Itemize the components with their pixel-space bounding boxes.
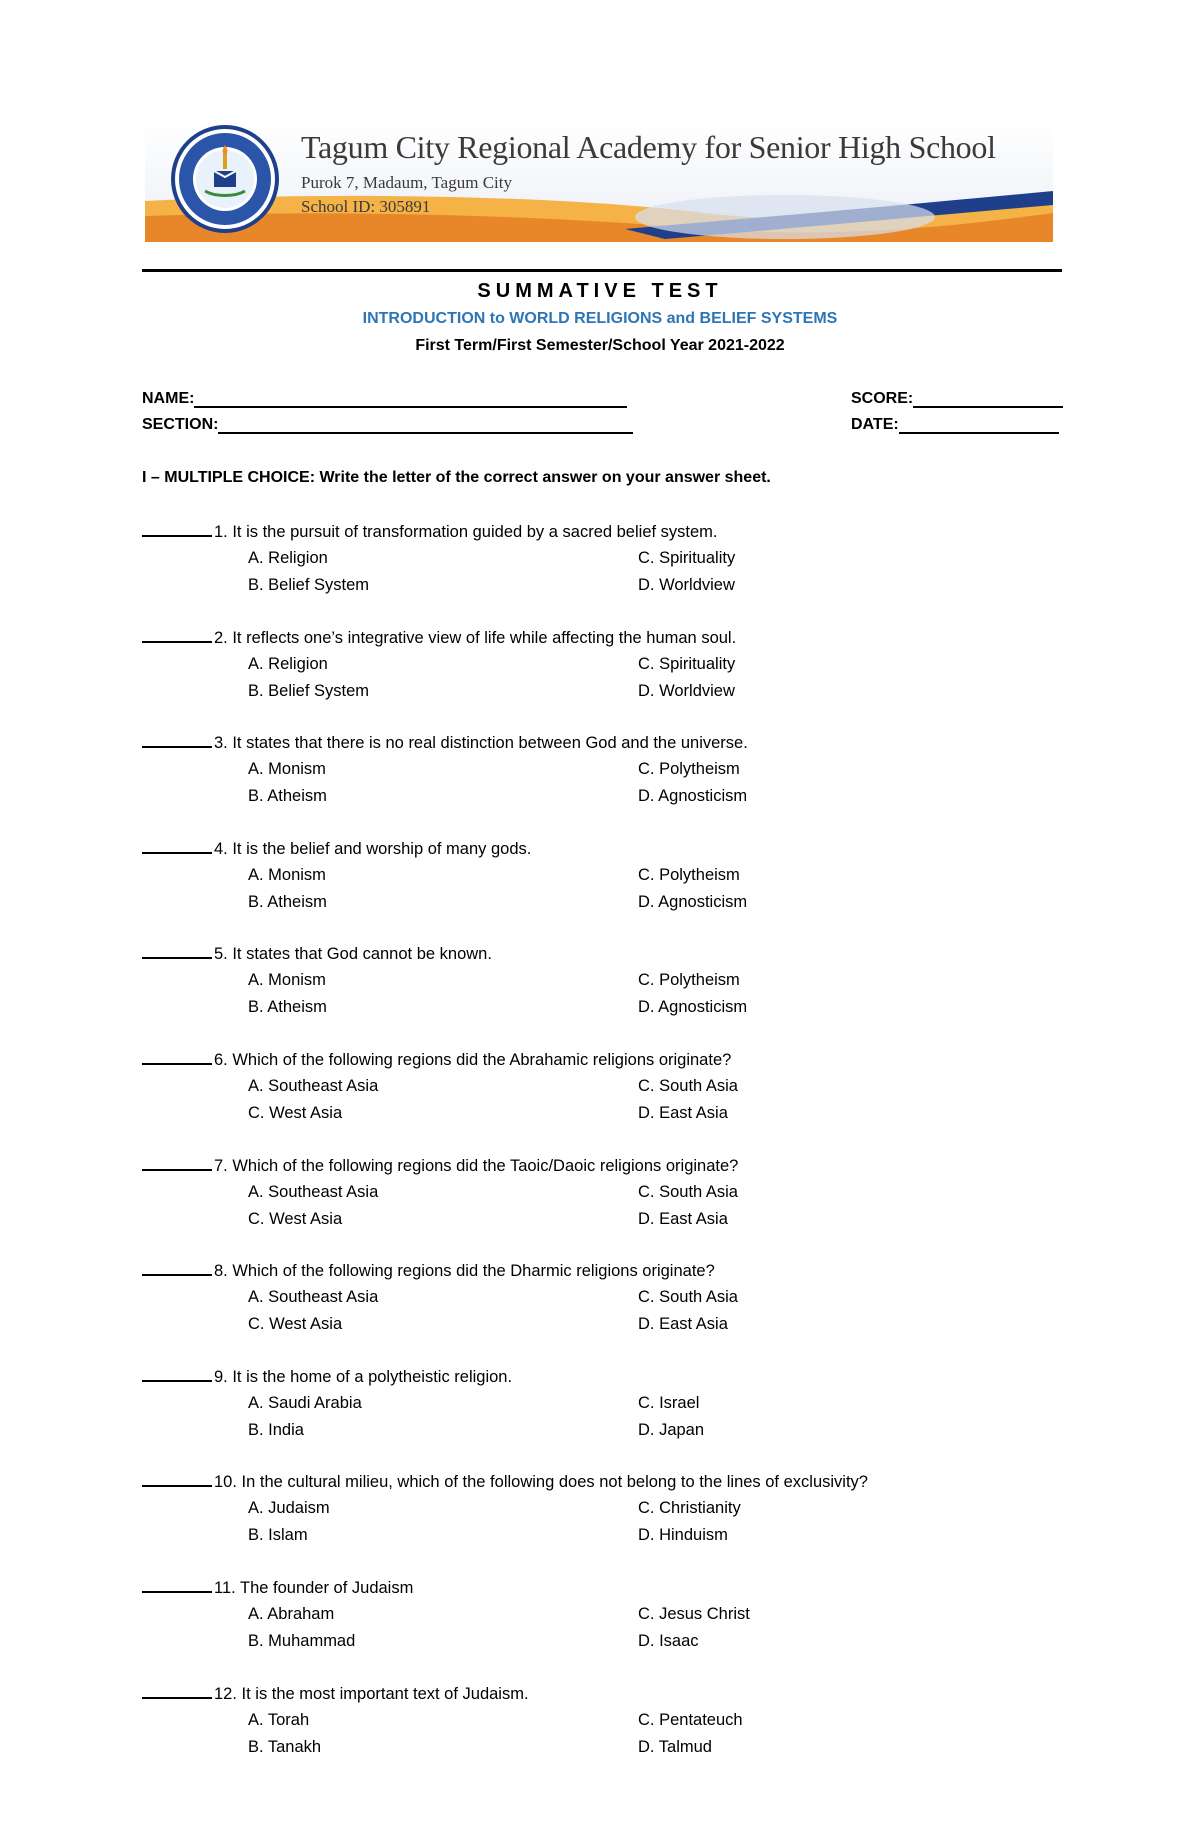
section-field[interactable] [142,416,633,434]
answer-blank[interactable] [142,838,212,854]
choice-group [142,1495,1082,1549]
question-item [142,1681,1082,1761]
question-text: 2. It reflects one’s integrative view of life while affecting the human soul. [214,629,737,647]
question-text: 10. In the cultural milieu, which of the following does not belong to the lines of exclusivity? [214,1473,868,1491]
question-item [142,1153,1082,1233]
choice-option: A. Abraham [248,1605,335,1623]
choice-option: C. Spirituality [638,655,736,673]
question-text: 1. It is the pursuit of transformation guided by a sacred belief system. [214,523,718,541]
choice-option: B. Belief System [248,682,370,700]
test-title: SUMMATIVE TEST [477,280,723,302]
header-divider [142,269,1062,272]
choice-group [142,1601,1082,1655]
question-stem [142,1047,1082,1073]
choice-option: D. Hinduism [638,1526,728,1544]
question-text: 8. Which of the following regions did the Dharmic religions originate? [214,1262,715,1280]
choice-option: B. India [248,1421,304,1439]
answer-blank[interactable] [142,1577,212,1593]
choice-option: C. Jesus Christ [638,1605,750,1623]
choice-option: A. Monism [248,866,326,884]
choice-option: A. Saudi Arabia [248,1394,362,1412]
question-stem [142,1364,1082,1390]
school-id: School ID: 305891 [301,197,431,216]
question-stem [142,836,1082,862]
choice-option: C. Polytheism [638,866,740,884]
choice-option: C. Israel [638,1394,700,1412]
question-item [142,1469,1082,1549]
name-line[interactable] [194,390,627,408]
choice-option: C. Polytheism [638,760,740,778]
choice-option: C. Christianity [638,1499,741,1517]
choice-group [142,756,1082,810]
question-stem [142,1575,1082,1601]
choice-option: D. Japan [638,1421,705,1439]
question-text: 5. It states that God cannot be known. [214,945,492,963]
answer-blank[interactable] [142,521,212,537]
question-text: 3. It states that there is no real distinction between God and the universe. [214,734,748,752]
question-stem [142,1258,1082,1284]
choice-option: A. Judaism [248,1499,330,1517]
school-header-banner [145,121,1053,242]
name-field[interactable] [142,390,627,408]
question-item [142,730,1082,810]
choice-option: A. Southeast Asia [248,1077,379,1095]
test-term: First Term/First Semester/School Year 2021-2022 [415,337,785,354]
choice-group [142,1284,1082,1338]
choice-option: D. East Asia [638,1315,728,1333]
choice-option: A. Religion [248,549,328,567]
choice-option: C. West Asia [248,1210,343,1228]
choice-option: B. Tanakh [248,1738,322,1756]
choice-option: C. Polytheism [638,971,740,989]
answer-blank[interactable] [142,1366,212,1382]
choice-option: B. Atheism [248,998,327,1016]
choice-option: B. Atheism [248,893,327,911]
answer-blank[interactable] [142,1155,212,1171]
date-field[interactable] [851,416,1059,434]
question-item [142,1047,1082,1127]
question-item [142,836,1082,916]
answer-blank[interactable] [142,1049,212,1065]
choice-option: D. Agnosticism [638,893,748,911]
answer-blank[interactable] [142,732,212,748]
choice-option: B. Muhammad [248,1632,356,1650]
choice-option: C. West Asia [248,1315,343,1333]
answer-blank[interactable] [142,943,212,959]
choice-option: A. Southeast Asia [248,1183,379,1201]
date-label: DATE: [851,416,899,433]
name-label: NAME: [142,390,195,407]
choice-option: C. South Asia [638,1077,738,1095]
school-seal-icon [171,125,279,233]
score-field[interactable] [851,390,1063,408]
choice-option: A. Monism [248,971,326,989]
choice-option: C. South Asia [638,1183,738,1201]
choice-option: A. Monism [248,760,326,778]
date-line[interactable] [899,416,1059,434]
choice-option: D. Talmud [638,1738,712,1756]
choice-option: A. Southeast Asia [248,1288,379,1306]
choice-option: D. Agnosticism [638,998,748,1016]
choice-option: D. East Asia [638,1104,728,1122]
question-stem [142,941,1082,967]
choice-group [142,967,1082,1021]
answer-blank[interactable] [142,1260,212,1276]
choice-group [142,651,1082,705]
question-stem [142,1153,1082,1179]
instruction: I – MULTIPLE CHOICE: Write the letter of the correct answer on your answer sheet. [142,469,771,486]
choice-group [142,862,1082,916]
score-line[interactable] [913,390,1063,408]
choice-option: D. Worldview [638,576,735,594]
question-item [142,1575,1082,1655]
choice-option: D. East Asia [638,1210,728,1228]
choice-group [142,1179,1082,1233]
answer-blank[interactable] [142,627,212,643]
choice-option: A. Torah [248,1711,310,1729]
choice-option: D. Isaac [638,1632,699,1650]
question-stem [142,519,1082,545]
question-stem [142,625,1082,651]
choice-option: C. West Asia [248,1104,343,1122]
school-address: Purok 7, Madaum, Tagum City [301,173,512,192]
choice-option: A. Religion [248,655,328,673]
school-name: Tagum City Regional Academy for Senior High School [301,129,996,165]
choice-option: C. South Asia [638,1288,738,1306]
choice-group [142,1707,1082,1761]
answer-blank[interactable] [142,1471,212,1487]
globe-shape [635,195,935,239]
question-stem [142,1681,1082,1707]
score-label: SCORE: [851,390,914,407]
question-text: 12. It is the most important text of Judaism. [214,1685,529,1703]
question-item [142,625,1082,705]
choice-option: C. Spirituality [638,549,736,567]
question-text: 7. Which of the following regions did the Taoic/Daoic religions originate? [214,1157,739,1175]
choice-option: D. Agnosticism [638,787,748,805]
section-label: SECTION: [142,416,219,433]
question-text: 9. It is the home of a polytheistic religion. [214,1368,513,1386]
choice-group [142,545,1082,599]
question-item [142,1364,1082,1444]
question-item [142,1258,1082,1338]
test-subject: INTRODUCTION to WORLD RELIGIONS and BELIEF SYSTEMS [362,310,838,327]
choice-option: B. Belief System [248,576,370,594]
choice-group [142,1390,1082,1444]
question-text: 4. It is the belief and worship of many gods. [214,840,532,858]
choice-option: B. Islam [248,1526,308,1544]
choice-option: B. Atheism [248,787,327,805]
question-item [142,519,1082,599]
section-line[interactable] [218,416,633,434]
question-stem [142,1469,1082,1495]
question-stem [142,730,1082,756]
answer-blank[interactable] [142,1683,212,1699]
choice-option: D. Worldview [638,682,735,700]
choice-group [142,1073,1082,1127]
question-text: 6. Which of the following regions did the Abrahamic religions originate? [214,1051,732,1069]
question-text: 11. The founder of Judaism [214,1579,414,1597]
question-item [142,941,1082,1021]
choice-option: C. Pentateuch [638,1711,743,1729]
